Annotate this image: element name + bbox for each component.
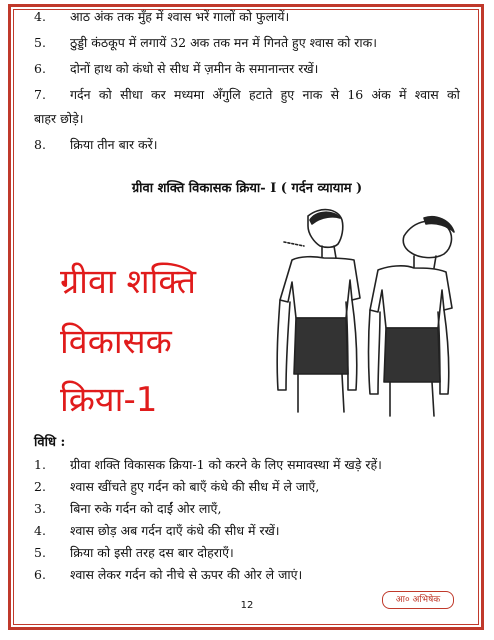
- step-number: 2.: [34, 479, 46, 494]
- author-badge: आ० अभिषेक: [382, 591, 454, 609]
- page-number: 12: [240, 600, 254, 611]
- step-number: 4.: [34, 9, 46, 24]
- big-title-line-2: विकासक: [60, 322, 172, 362]
- big-title-line-3: क्रिया-1: [60, 380, 158, 420]
- step-word: से: [330, 87, 340, 102]
- step-text: बिना रुके गर्दन को दाईं ओर लाएँ,: [70, 501, 222, 516]
- step-word: 16: [347, 87, 364, 102]
- step-word: सीधा: [120, 87, 143, 102]
- step-text: दोनों हाथ को कंधो से सीध में ज़मीन के समानान्तर रखें।: [70, 61, 319, 76]
- step-7-words: [70, 86, 460, 104]
- step-text-continued: बाहर छोड़े।: [34, 111, 84, 126]
- section-heading: ग्रीवा शक्ति विकासक क्रिया- I ( गर्दन व्यायाम ): [131, 181, 363, 196]
- step-text: श्वास खींचते हुए गर्दन को बाएँ कंधे की सीध में ले जाएँ,: [70, 479, 320, 494]
- step-word: कर: [150, 87, 166, 102]
- step-number: 5.: [34, 35, 46, 50]
- figure-tilted: [369, 217, 455, 416]
- step-word: मध्यमा: [174, 87, 205, 102]
- step-text: क्रिया को इसी तरह दस बार दोहराएँ।: [70, 545, 234, 560]
- step-text: श्वास छोड़ अब गर्दन दाएँ कंधे की सीध में रखें।: [70, 523, 280, 538]
- step-number: 8.: [34, 137, 46, 152]
- step-text: ग्रीवा शक्ति विकासक क्रिया-1 को करने के लिए समावस्था में खड़े रहें।: [70, 457, 382, 472]
- big-title-line-1: ग्रीवा शक्ति: [60, 262, 197, 302]
- step-number: 3.: [34, 501, 46, 516]
- step-word: हुए: [280, 87, 295, 102]
- step-word: श्वास: [414, 87, 439, 102]
- step-text: आठ अंक तक मुँह में श्वास भरें गालों को फुलायें।: [70, 9, 290, 24]
- step-word: में: [399, 87, 407, 102]
- step-word: अँगुलि: [212, 87, 241, 102]
- neck-exercise-illustration: [264, 198, 474, 420]
- figure-forward: [277, 210, 360, 412]
- step-number: 6.: [34, 567, 46, 582]
- step-number: 6.: [34, 61, 46, 76]
- step-word: हटाते: [249, 87, 273, 102]
- step-text: ठुड्डी कंठकूप में लगायें 32 अक तक मन में गिनते हुए श्वास को राक।: [70, 35, 377, 50]
- step-word: अंक: [371, 87, 391, 102]
- step-word: को: [98, 87, 112, 102]
- step-number: 1.: [34, 457, 46, 472]
- method-label: विधि :: [34, 435, 66, 450]
- step-text: श्वास लेकर गर्दन को नीचे से ऊपर की ओर ले जाएं।: [70, 567, 303, 582]
- step-number: 7.: [34, 87, 46, 102]
- step-word: गर्दन: [70, 87, 91, 102]
- step-word: को: [447, 87, 460, 102]
- step-text: क्रिया तीन बार करें।: [70, 137, 158, 152]
- step-word: नाक: [302, 87, 323, 102]
- step-number: 4.: [34, 523, 46, 538]
- step-number: 5.: [34, 545, 46, 560]
